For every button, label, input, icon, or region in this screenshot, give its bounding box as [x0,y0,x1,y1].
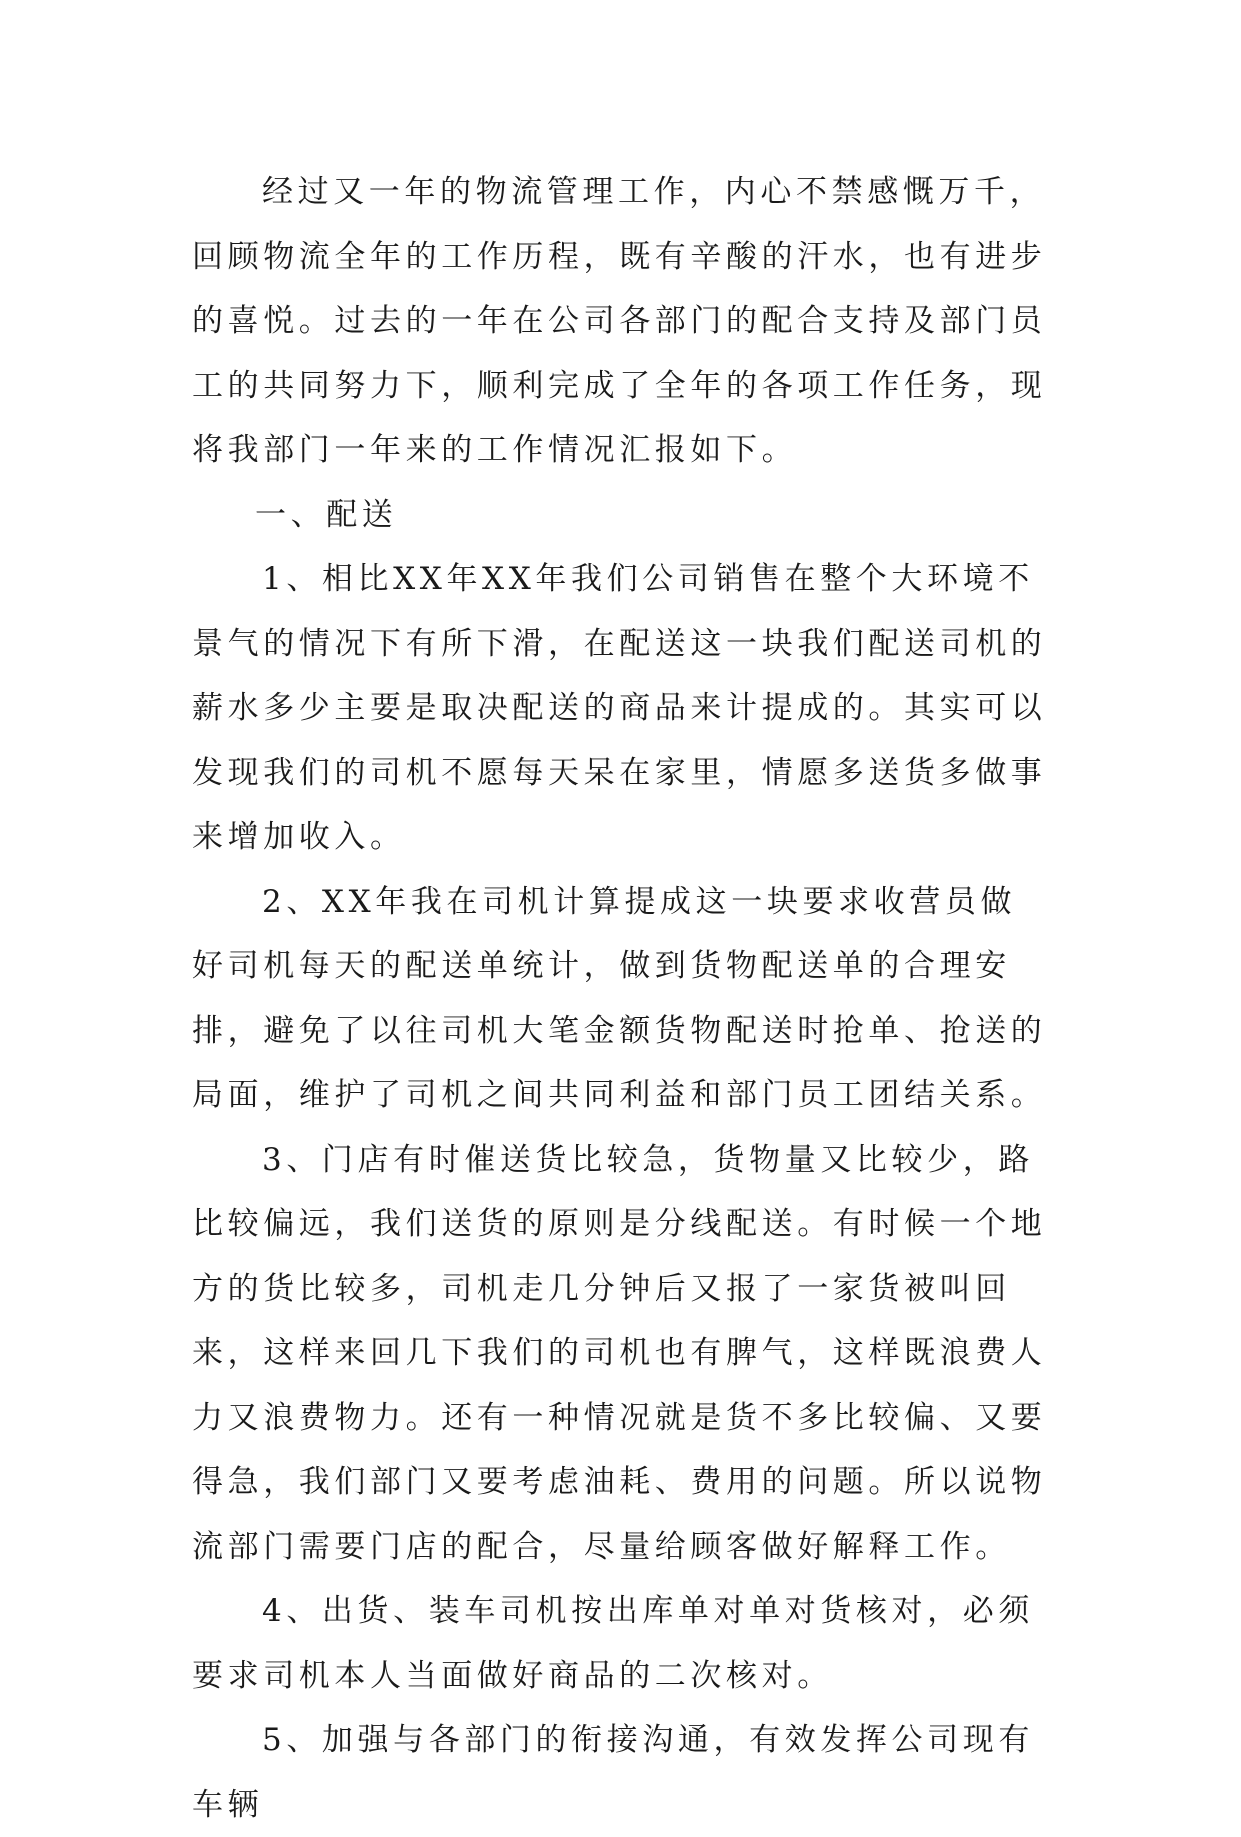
document-body [192,160,1050,1837]
paragraph-item-1: 1、相比XX年XX年我们公司销售在整个大环境不景气的情况下有所下滑，在配送这一块我们配送司机的薪水多少主要是取决配送的商品来计提成的。其实可以发现我们的司机不愿每天呆在家里，情愿多送货多做事来增加收入。 [192,561,1047,855]
section-heading-delivery: 一、配送 [255,496,398,533]
paragraph-item-5: 5、加强与各部门的衔接沟通，有效发挥公司现有车辆 [192,1722,1034,1823]
paragraph-item-4: 4、出货、装车司机按出库单对单对货核对，必须要求司机本人当面做好商品的二次核对。 [192,1593,1034,1694]
paragraph-item-2: 2、XX年我在司机计算提成这一块要求收营员做好司机每天的配送单统计，做到货物配送单的合理安排，避免了以往司机大笔金额货物配送时抢单、抢送的局面，维护了司机之间共同利益和部门员工团结关系。 [192,883,1047,1113]
paragraph-item-3: 3、门店有时催送货比较急，货物量又比较少，路比较偏远，我们送货的原则是分线配送。有时候一个地方的货比较多，司机走几分钟后又报了一家货被叫回来，这样来回几下我们的司机也有脾气，这样既浪费人力又浪费物力。还有一种情况就是货不多比较偏、又要得急，我们部门又要考虑油耗、费用的问题。所以说物流部门需要门店的配合，尽量给顾客做好解释工作。 [192,1141,1047,1565]
paragraph-intro: 经过又一年的物流管理工作，内心不禁感慨万千，回顾物流全年的工作历程，既有辛酸的汗水，也有进步的喜悦。过去的一年在公司各部门的配合支持及部门员工的共同努力下，顺利完成了全年的各项工作任务，现将我部门一年来的工作情况汇报如下。 [192,174,1047,468]
